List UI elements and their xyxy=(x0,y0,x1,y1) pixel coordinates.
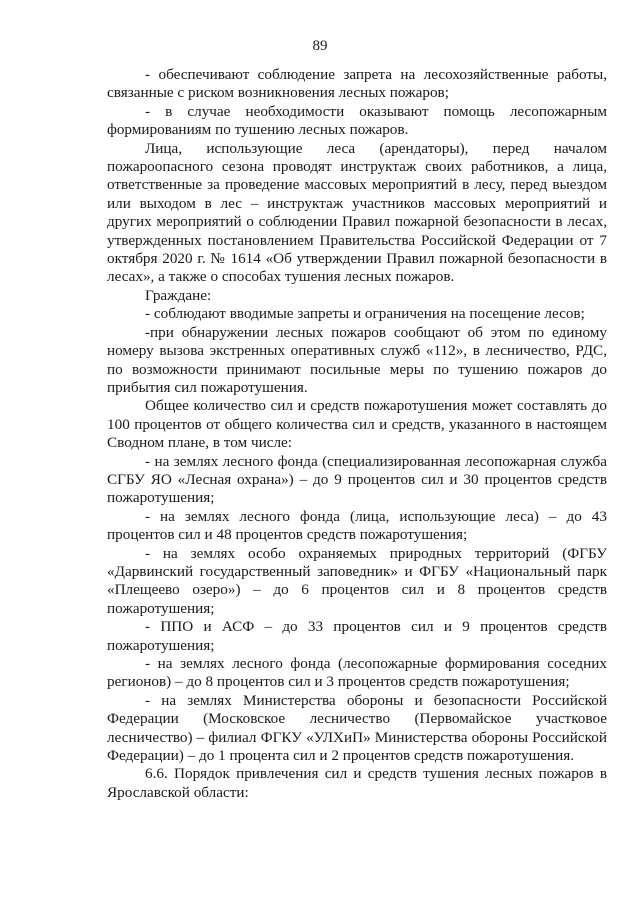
paragraph: - на землях Министерства обороны и безопасности Российской Федерации (Московское лесничество (Первомайское участковое лесничество) – филиал ФГКУ «УЛХиП» Министерства обороны Российской Федерации) – до 1 процента сил и 2 процентов средств пожаротушения. xyxy=(107,691,607,765)
paragraph: - на землях особо охраняемых природных территорий (ФГБУ «Дарвинский государственный заповедник» и ФГБУ «Национальный парк «Плещеево озеро») – до 6 процентов сил и 8 процентов средств пожаротушения; xyxy=(107,544,607,617)
paragraph: -при обнаружении лесных пожаров сообщают об этом по единому номеру вызова экстренных оперативных служб «112», в лесничество, РДС, по возможности принимают посильные меры по тушению пожаров до прибытия сил пожаротушения. xyxy=(107,323,607,396)
paragraph: 6.6. Порядок привлечения сил и средств тушения лесных пожаров в Ярославской области: xyxy=(107,765,607,801)
paragraph: - на землях лесного фонда (специализированная лесопожарная служба СГБУ ЯО «Лесная охрана») – до 9 процентов сил и 30 процентов средств пожаротушения; xyxy=(107,452,607,507)
paragraph: Лица, использующие леса (арендаторы), перед началом пожароопасного сезона проводят инструктаж своих работников, а лица, ответственные за проведение массовых мероприятий в лесу, перед выездом или выходом в лес – инструктаж участников массовых мероприятий и других мероприятий о соблюдении Правил пожарной безопасности в лесах, утвержденных постановлением Правительства Российской Федерации от 7 октября 2020 г. № 1614 «Об утверждении Правил пожарной безопасности в лесах», а также о способах тушения лесных пожаров. xyxy=(107,139,607,286)
paragraph: - соблюдают вводимые запреты и ограничения на посещение лесов; xyxy=(145,305,585,323)
paragraph: - в случае необходимости оказывают помощь лесопожарным формированиям по тушению лесных пожаров. xyxy=(107,102,607,139)
paragraph: Граждане: xyxy=(145,286,212,304)
paragraph: - на землях лесного фонда (лесопожарные формирования соседних регионов) – до 8 процентов сил и 3 процентов средств пожаротушения; xyxy=(107,655,607,691)
paragraph: - ППО и АСФ – до 33 процентов сил и 9 процентов средств пожаротушения; xyxy=(107,618,607,654)
paragraph: - обеспечивают соблюдение запрета на лесохозяйственные работы, связанные с риском возникновения лесных пожаров; xyxy=(107,66,607,102)
paragraph: Общее количество сил и средств пожаротушения может составлять до 100 процентов от общего количества сил и средств, указанного в настоящем Сводном плане, в том числе: xyxy=(107,397,607,452)
paragraph: - на землях лесного фонда (лица, использующие леса) – до 43 процентов сил и 48 процентов средств пожаротушения; xyxy=(107,507,607,544)
page-number: 89 xyxy=(312,38,328,54)
document-body xyxy=(107,66,607,802)
